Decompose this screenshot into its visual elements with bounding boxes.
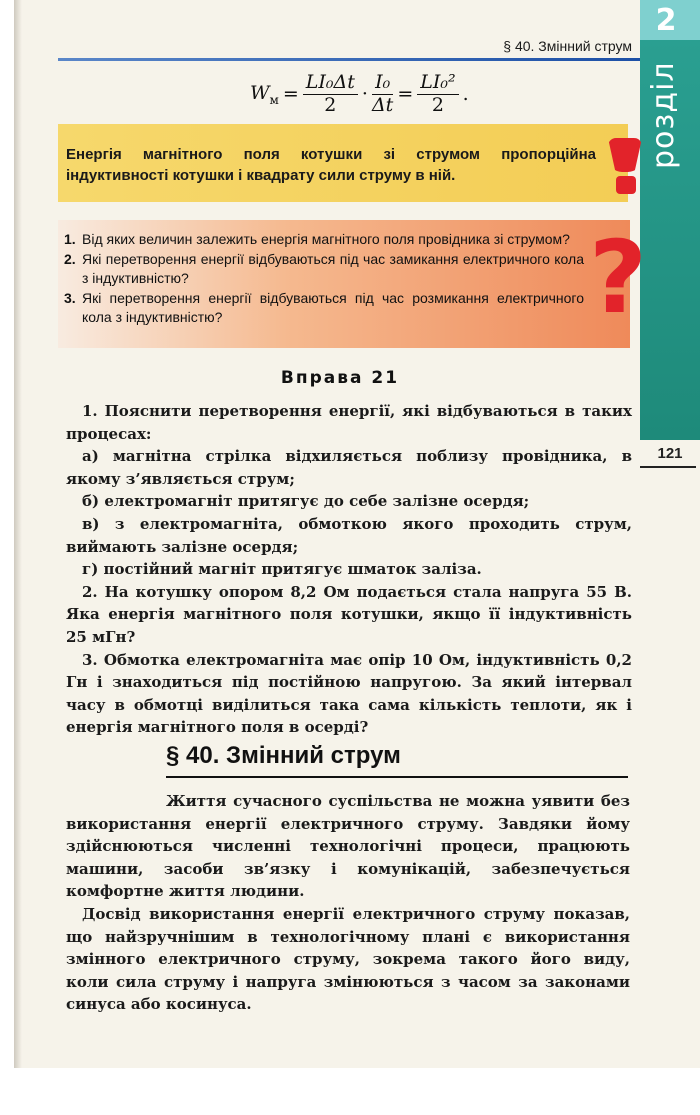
exercise-title: Вправа 21 [280,368,400,388]
formula-fraction-1 [303,70,358,116]
formula-period: . [462,83,469,105]
question-mark-icon: ? [588,219,647,336]
question-item [64,250,584,288]
formula-equals-2: = [397,83,414,105]
section-title-rule [166,776,628,778]
page-number: 121 [657,444,683,462]
page-number-rule [640,466,696,468]
question-text: Які перетворення енергії відбуваються під час розмикання електричного кола з індуктивністю? [82,290,584,325]
section-title: § 40. Змінний струм [166,742,401,769]
chapter-number: 2 [655,2,677,38]
formula-dot: · [361,83,368,105]
question-text: Від яких величин залежить енергія магнітного поля провідника зі струмом? [82,231,570,247]
formula-lhs-symbol: W [250,81,270,104]
exercise-item: 3. Обмотка електромагніта має опір 10 Ом, індуктивність 0,2 Гн і знаходиться під постійною напругою. За який інтервал часу в обмотці виділиться така сама кількість теплоти, як і енергія магнітного поля в осерді? [66,650,632,737]
fraction-3-numerator: LI₀² [417,73,458,95]
section-paragraph: Досвід використання енергії електричного струму показав, що найзручнішим в технологічному плані є використання змінного електричного струму, зокрема такого його виду, коли сила струму і напруга змінюються з часом за законами синуса або косинуса. [66,904,630,1014]
question-number: 1. [64,231,76,247]
questions-list [64,230,584,328]
exercise-body [66,400,632,739]
fraction-2-denominator: Δt [371,93,394,116]
exercise-item: 1. Пояснити перетворення енергії, які відбуваються в таких процесах: [66,402,632,443]
question-text: Які перетворення енергії відбуваються під час замикання електричного кола з індуктивністю? [82,251,584,286]
formula-lhs-subscript: м [269,92,279,107]
section-paragraph: Життя сучасного суспільства не можна уявити без використання енергії електричного струму. Завдяки йому здійснюються численні технологічні процеси, працюють машини, засоби зв’язку і комунікацій, забезпечується комфортне життя людини. [66,792,630,901]
formula-fraction-3 [417,70,458,116]
formula-lhs [250,82,279,107]
fraction-2-numerator: I₀ [372,73,393,95]
formula-fraction-2 [371,70,394,116]
exercise-item: а) магнітна стрілка відхиляється поблизу провідника, в якому з’являється струм; [66,447,632,488]
exclamation-dot-icon [616,176,636,194]
exercise-item: г) постійний магніт притягує шматок заліза. [82,560,482,579]
exercise-item: б) електромагніт притягує до себе залізне осердя; [82,492,530,511]
energy-formula [250,66,469,122]
chapter-word: розділ [646,61,681,169]
formula-equals: = [282,83,299,105]
question-number: 2. [64,251,76,267]
question-number: 3. [64,290,76,306]
question-item [64,289,584,327]
fraction-1-numerator: LI₀Δt [303,73,358,95]
exercise-item: 2. На котушку опором 8,2 Ом подається стала напруга 55 В. Яка енергія магнітного поля котушки, якщо її індуктивність 25 мГн? [66,582,632,646]
fraction-3-denominator: 2 [431,93,444,116]
page-gutter-shadow [14,0,22,1068]
question-item [64,230,584,249]
running-header: § 40. Змінний струм [503,38,632,54]
fraction-1-denominator: 2 [324,93,337,116]
header-rule [58,58,640,61]
section-body [66,790,630,1016]
key-statement: Енергія магнітного поля котушки зі струмом пропорційна індуктивності котушки і квадрату сили струму в ній. [66,146,596,184]
exercise-item: в) з електромагніта, обмоткою якого проходить струм, виймають залізне осердя; [66,514,632,556]
